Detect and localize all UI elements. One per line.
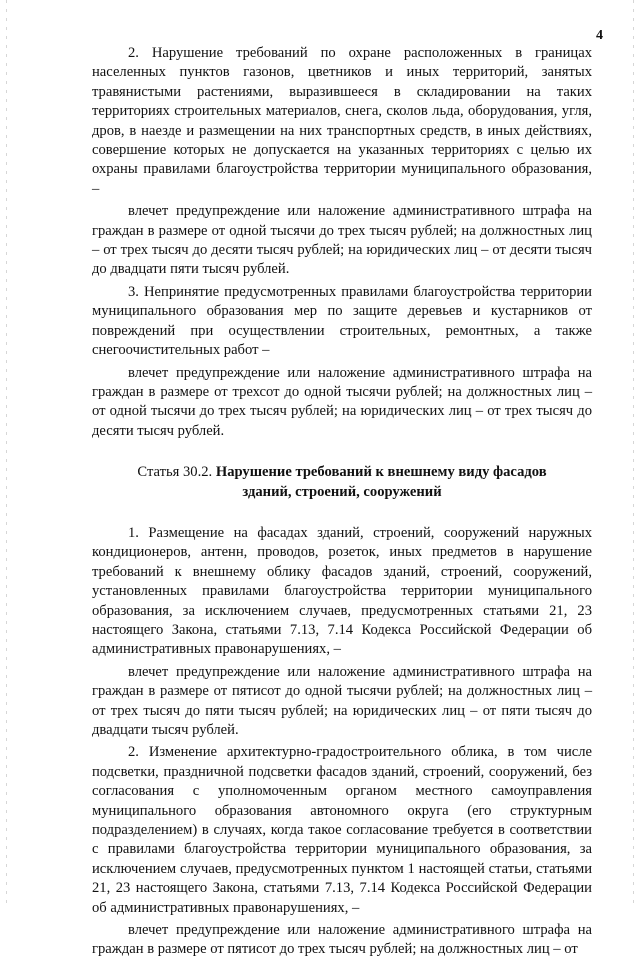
paragraph-penalty-3: влечет предупреждение или наложение административного штрафа на граждан в размере от трехсот до одной тысячи рублей; на должностных лиц – от одной тысячи до трех тысяч рублей; на юридических лиц – от трех тысяч до десяти тысяч рублей. <box>92 364 592 439</box>
scan-edge-left <box>6 0 7 905</box>
paragraph-art-part-2: 2. Изменение архитектурно-градостроительного облика, в том числе подсветки, праздничной подсветки фасадов зданий, строений, сооружений, без согласования с уполномоченным органом местного самоуправления муниципального образования автономного округа (его структурным подразделением) в случаях, когда такое согласование требуется в соответствии с правилами благоустройства территории муниципального образования, за исключением случаев, предусмотренных пунктом 1 настоящей статьи, статьями 21, 23 настоящего Закона, статьями 7.13, 7.14 Кодекса Российской Федерации об административных правонарушениях, – <box>92 744 592 916</box>
paragraph-art-part-1: 1. Размещение на фасадах зданий, строений, сооружений наружных кондиционеров, антенн, проводов, розеток, иных предметов в нарушение требований к внешнему облику фасадов зданий, строений, сооружений, установленных правилами благоустройства территории муниципального образования, за исключением случаев, предусмотренных статьями 21, 23 настоящего Закона, статьями 7.13, 7.14 Кодекса Российской Федерации об административных правонарушениях, – <box>92 524 592 658</box>
paragraph-art-penalty-2: влечет предупреждение или наложение административного штрафа на граждан в размере от пятисот до трех тысяч рублей; на должностных лиц – от <box>92 922 592 958</box>
article-prefix: Статья 30.2. <box>137 464 213 481</box>
article-title-line1: Нарушение требований к внешнему виду фасадов <box>215 464 547 481</box>
article-heading <box>92 463 592 502</box>
document-body <box>92 44 592 963</box>
paragraph-part-2: 2. Нарушение требований по охране расположенных в границах населенных пунктов газонов, цветников и иных территорий, занятых травянистыми растениями, выразившееся в складировании на таких территориях строительных материалов, снега, сколов льда, оборудования, угля, дров, в наезде и размещении на них транспортных средств, в иных действиях, совершение которых не допускается на указанных территориях с целью их охраны правилами благоустройства территории муниципального образования, – <box>92 45 592 197</box>
article-title-line2: зданий, строений, сооружений <box>242 483 442 500</box>
paragraph-art-penalty-1: влечет предупреждение или наложение административного штрафа на граждан в размере от пятисот до одной тысячи рублей; на должностных лиц – от трех тысяч до пяти тысяч рублей; на юридических лиц – от пяти тысяч до двадцати тысяч рублей. <box>92 663 592 738</box>
page-number: 4 <box>596 28 603 43</box>
paragraph-part-3: 3. Непринятие предусмотренных правилами благоустройства территории муниципального образования мер по защите деревьев и кустарников от повреждений при осуществлении строительных, ремонтных, а также снегоочистительных работ – <box>92 283 592 359</box>
scan-edge-right <box>633 0 634 905</box>
paragraph-penalty-2: влечет предупреждение или наложение административного штрафа на граждан в размере от одной тысячи до трех тысяч рублей; на должностных лиц – от трех тысяч до десяти тысяч рублей; на юридических лиц – от десяти тысяч до двадцати пяти тысяч рублей. <box>92 203 592 278</box>
